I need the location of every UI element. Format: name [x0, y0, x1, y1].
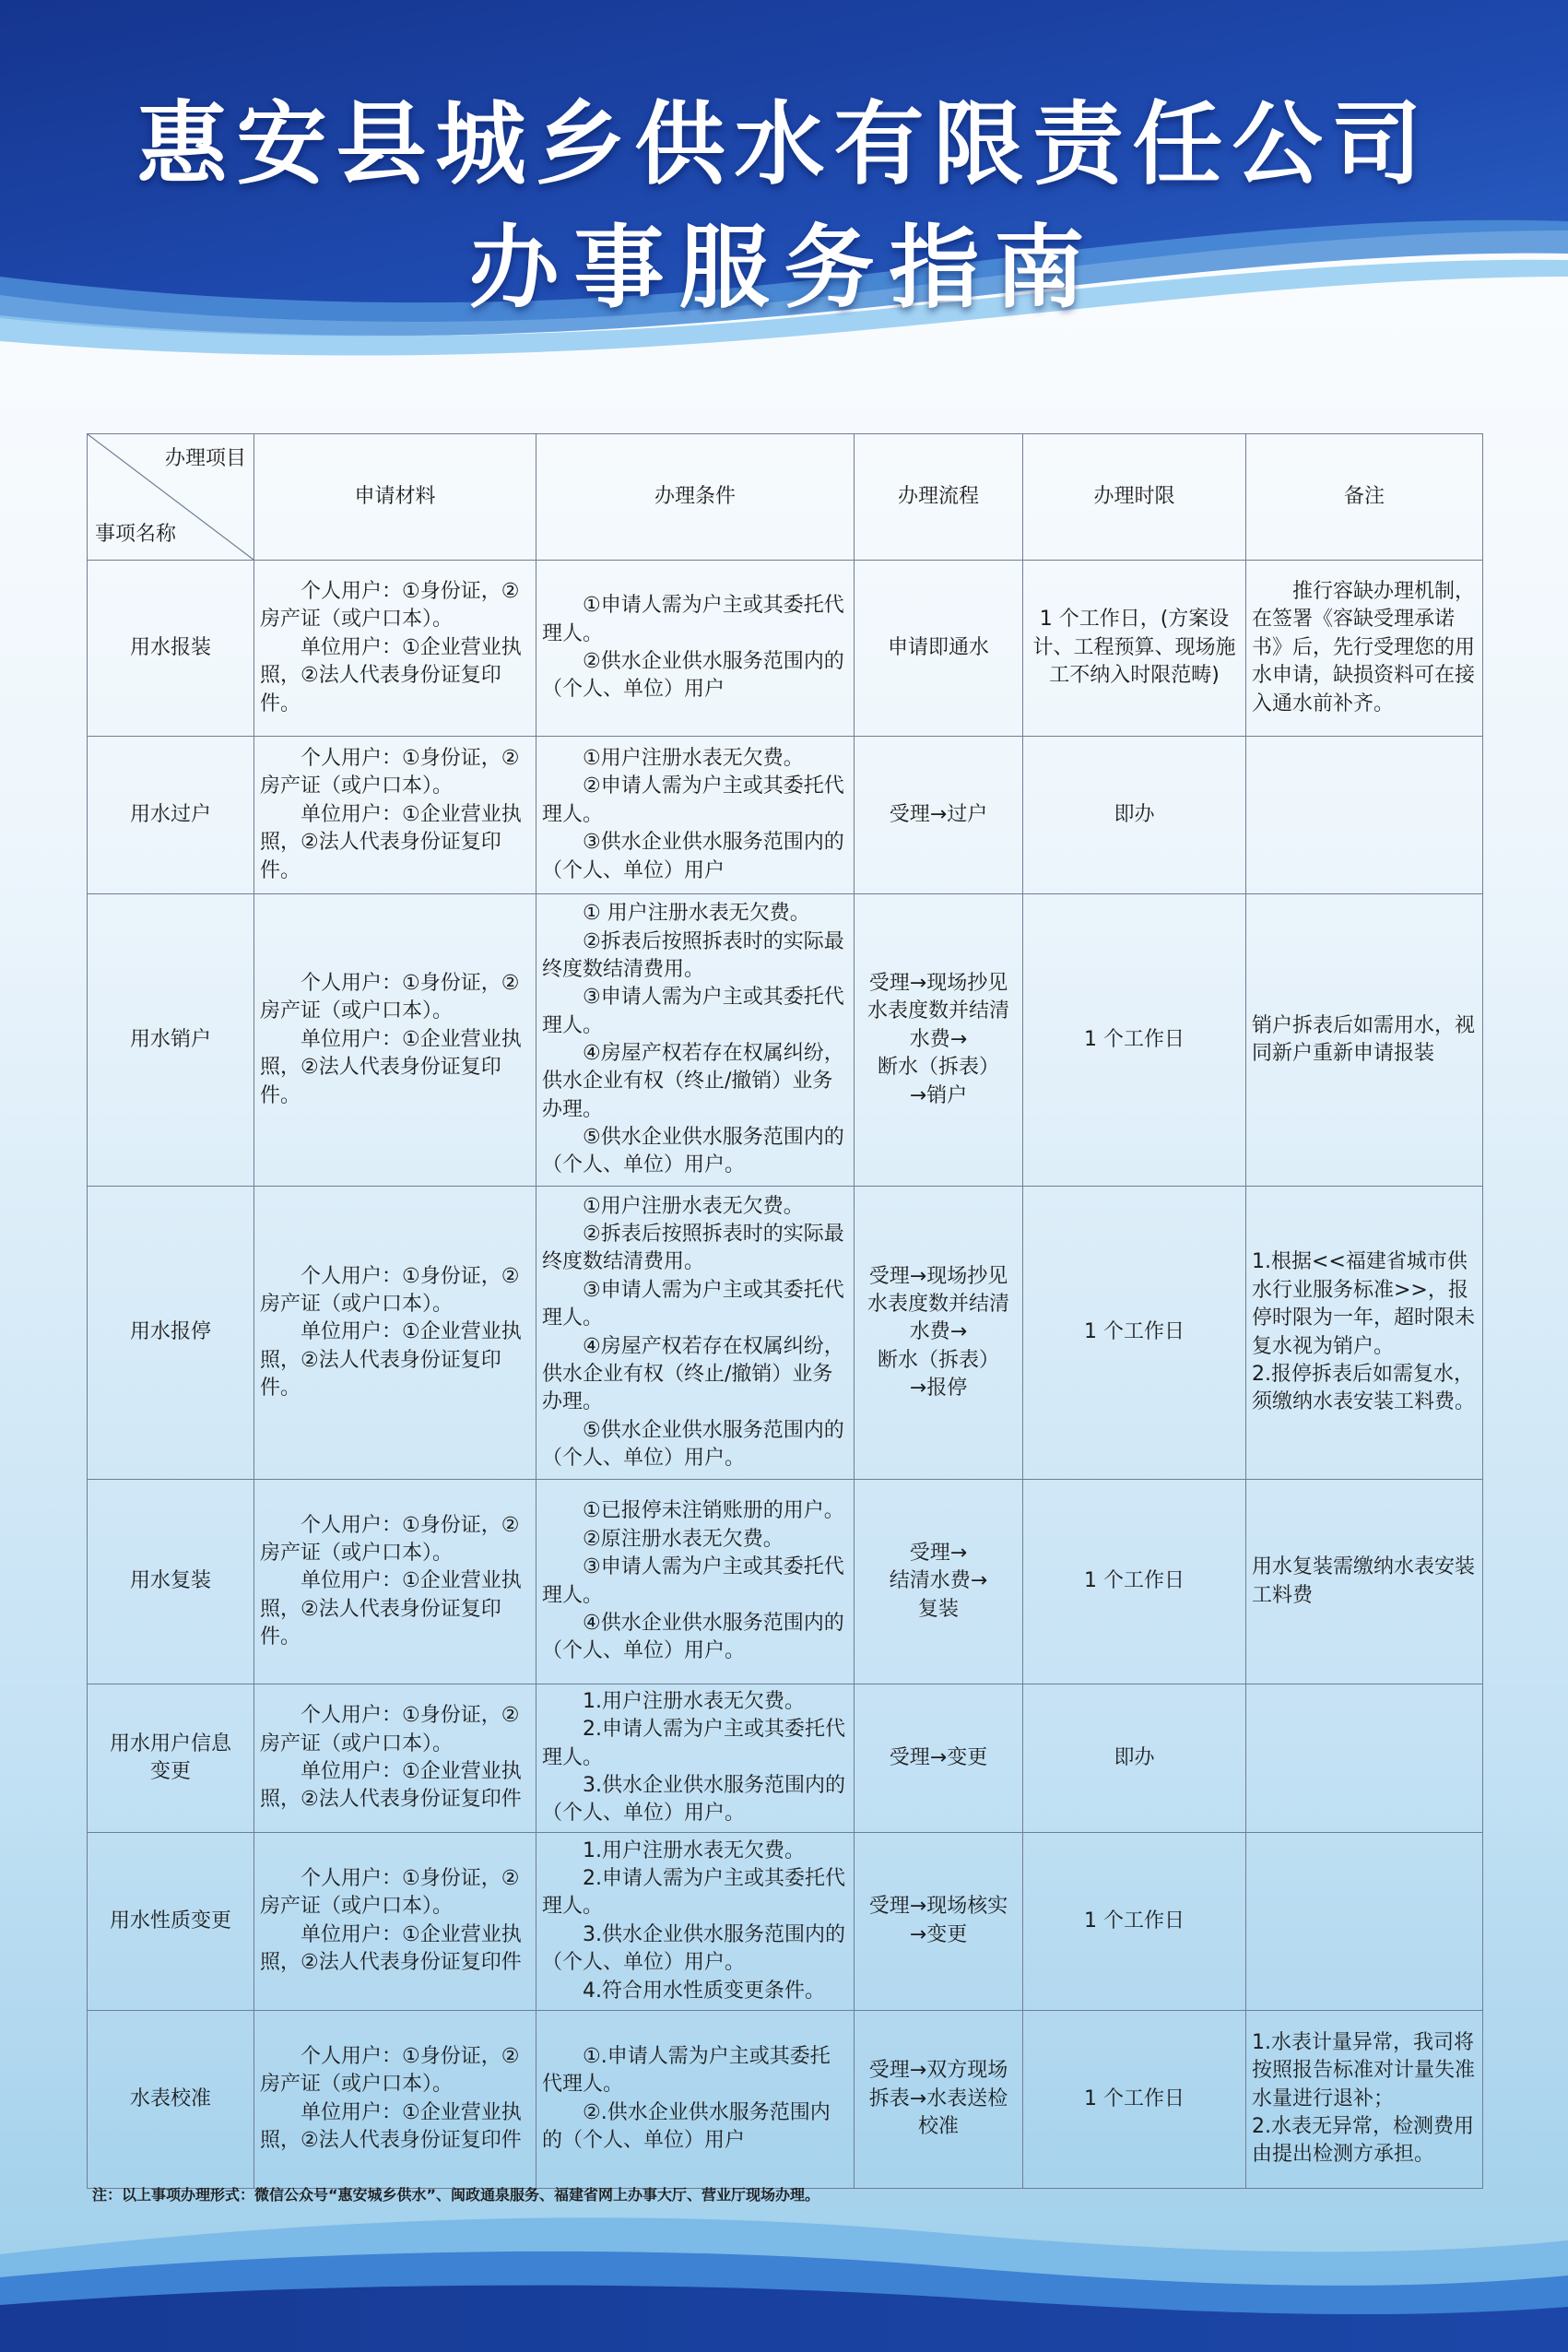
conditions-cell — [536, 561, 855, 737]
item-name-line: 用水用户信息 — [109, 1731, 231, 1755]
service-guide-table — [87, 433, 1483, 2189]
process-line: 受理→现场抄见水表度数并结清水费→ — [867, 1264, 1009, 1344]
item-name-line: 用水过户 — [129, 802, 211, 826]
time-limit-cell — [1023, 737, 1246, 894]
process-line: →销户 — [909, 1083, 968, 1107]
process-cell — [855, 561, 1023, 737]
conditions-line: ①.申请人需为户主或其委托代理人。 — [542, 2045, 831, 2097]
table-row — [88, 1832, 1483, 2010]
item-name-cell — [88, 1832, 254, 2010]
corner-top-label: 办理项目 — [164, 447, 246, 470]
conditions-line: ①申请人需为户主或其委托代理人。 — [542, 594, 844, 645]
time-limit-cell — [1023, 2010, 1246, 2188]
materials-line: 个人用户：①身份证，②房产证（或户口本）。 — [260, 1513, 520, 1565]
conditions-line: ①用户注册水表无欠费。 — [583, 747, 804, 771]
conditions-line: ①已报停未注销账册的用户。 — [583, 1499, 844, 1523]
item-name-cell — [88, 1684, 254, 1833]
conditions-line: ④房屋产权若存在权属纠纷，供水企业有权（终止/撤销）业务办理。 — [542, 1042, 844, 1121]
materials-line: 单位用户：①企业营业执照，②法人代表身份证复印件 — [260, 1759, 522, 1812]
time-limit-cell — [1023, 1832, 1246, 2010]
process-line: →报停 — [909, 1377, 968, 1401]
process-line: 断水（拆表） — [877, 1056, 999, 1080]
header-process: 办理流程 — [855, 434, 1023, 561]
item-name-line: 用水性质变更 — [109, 1909, 231, 1932]
conditions-line: 1.用户注册水表无欠费。 — [583, 1838, 805, 1862]
note-line: 1.水表计量异常，我司将按照报告标准对计量失准水量进行退补； — [1252, 2030, 1476, 2110]
materials-line: 单位用户：①企业营业执照，②法人代表身份证复印件。 — [260, 802, 522, 882]
materials-line: 个人用户：①身份证，②房产证（或户口本）。 — [260, 1264, 520, 1316]
note-line: 推行容缺办理机制，在签署《容缺受理承诺书》后，先行受理您的用水申请，缺损资料可在接入通水前补齐。 — [1252, 580, 1476, 715]
item-name-cell — [88, 2010, 254, 2188]
materials-cell — [254, 1187, 536, 1480]
note-cell — [1246, 1480, 1483, 1684]
item-name-line: 用水报装 — [129, 635, 211, 659]
process-line: →变更 — [909, 1922, 968, 1946]
note-cell — [1246, 1832, 1483, 2010]
process-line: 受理→现场抄见水表度数并结清水费→ — [867, 972, 1009, 1051]
note-line: 2.水表无异常，检测费用由提出检测方承担。 — [1252, 2114, 1474, 2167]
conditions-cell — [536, 894, 855, 1187]
conditions-line: 2.申请人需为户主或其委托代理人。 — [542, 1867, 845, 1919]
process-cell — [855, 2010, 1023, 2188]
time-limit-cell — [1023, 561, 1246, 737]
conditions-cell — [536, 1480, 855, 1684]
time-limit-line: 1 个工作日 — [1084, 1027, 1185, 1051]
materials-cell — [254, 2010, 536, 2188]
table-row — [88, 2010, 1483, 2188]
header-note: 备注 — [1246, 434, 1483, 561]
materials-line: 个人用户：①身份证，②房产证（或户口本）。 — [260, 1867, 520, 1919]
process-line: 复装 — [917, 1597, 959, 1621]
header-materials: 申请材料 — [254, 434, 536, 561]
item-name-line: 变更 — [149, 1759, 191, 1783]
materials-line: 个人用户：①身份证，②房产证（或户口本）。 — [260, 580, 520, 632]
conditions-line: ②拆表后按照拆表时的实际最终度数结清费用。 — [542, 929, 844, 981]
table-row — [88, 1480, 1483, 1684]
note-cell — [1246, 894, 1483, 1187]
note-cell — [1246, 737, 1483, 894]
table-row — [88, 1684, 1483, 1833]
process-cell — [855, 1832, 1023, 2010]
item-name-cell — [88, 737, 254, 894]
conditions-line: ③申请人需为户主或其委托代理人。 — [542, 986, 844, 1037]
conditions-line: ④房屋产权若存在权属纠纷，供水企业有权（终止/撤销）业务办理。 — [542, 1334, 844, 1414]
conditions-line: 3.供水企业供水服务范围内的（个人、单位）用户。 — [542, 1922, 845, 1975]
time-limit-line: 1 个工作日，(方案设计、工程预算、现场施工不纳入时限范畴) — [1032, 608, 1236, 688]
process-cell — [855, 894, 1023, 1187]
note-line: 1.根据<<福建省城市供水行业服务标准>>，报停时限为一年，超时限未复水视为销户。 — [1252, 1250, 1476, 1358]
time-limit-cell — [1023, 1684, 1246, 1833]
table-row — [88, 1187, 1483, 1480]
note-line: 2.报停拆表后如需复水，须缴纳水表安装工料费。 — [1252, 1362, 1476, 1414]
process-line: 受理→过户 — [889, 802, 988, 826]
corner-header — [88, 434, 254, 561]
conditions-cell — [536, 737, 855, 894]
item-name-cell — [88, 1480, 254, 1684]
time-limit-cell — [1023, 894, 1246, 1187]
process-line: 结清水费→ — [889, 1569, 988, 1593]
conditions-cell — [536, 2010, 855, 2188]
materials-line: 单位用户：①企业营业执照，②法人代表身份证复印件。 — [260, 635, 522, 715]
materials-line: 个人用户：①身份证，②房产证（或户口本）。 — [260, 747, 520, 798]
conditions-line: ②.供水企业供水服务范围内的（个人、单位）用户 — [542, 2100, 831, 2153]
conditions-line: ④供水企业供水服务范围内的（个人、单位）用户。 — [542, 1611, 844, 1663]
process-line: 断水（拆表） — [877, 1348, 999, 1372]
conditions-line: ③供水企业供水服务范围内的（个人、单位）用户 — [542, 831, 844, 882]
table-row — [88, 894, 1483, 1187]
materials-line: 个人用户：①身份证，②房产证（或户口本）。 — [260, 2045, 520, 2097]
materials-line: 个人用户：①身份证，②房产证（或户口本）。 — [260, 1704, 520, 1755]
note-line: 销户拆表后如需用水，视同新户重新申请报装 — [1252, 1013, 1476, 1065]
footnote: 注：以上事项办理形式：微信公众号“惠安城乡供水”、闽政通泉服务、福建省网上办事大厅、营业厅现场办理。 — [92, 2186, 820, 2204]
table-row — [88, 561, 1483, 737]
time-limit-cell — [1023, 1187, 1246, 1480]
conditions-line: ③申请人需为户主或其委托代理人。 — [542, 1278, 844, 1330]
materials-line: 个人用户：①身份证，②房产证（或户口本）。 — [260, 972, 520, 1023]
header-time: 办理时限 — [1023, 434, 1246, 561]
note-cell — [1246, 561, 1483, 737]
materials-line: 单位用户：①企业营业执照，②法人代表身份证复印件。 — [260, 1320, 522, 1401]
process-line: 受理→双方现场拆表→水表送检校准 — [868, 2059, 1008, 2138]
process-line: 受理→现场核实 — [868, 1895, 1008, 1919]
materials-cell — [254, 1684, 536, 1833]
materials-cell — [254, 1480, 536, 1684]
header-conditions: 办理条件 — [536, 434, 855, 561]
title-line-1: 惠安县城乡供水有限责任公司 — [136, 92, 1432, 197]
process-cell — [855, 1480, 1023, 1684]
process-line: 申请即通水 — [887, 635, 989, 659]
note-line: 用水复装需缴纳水表安装工料费 — [1252, 1555, 1476, 1607]
conditions-line: 3.供水企业供水服务范围内的（个人、单位）用户。 — [542, 1774, 845, 1826]
conditions-cell — [536, 1684, 855, 1833]
time-limit-cell — [1023, 1480, 1246, 1684]
conditions-cell — [536, 1187, 855, 1480]
item-name-cell — [88, 894, 254, 1187]
time-limit-line: 1 个工作日 — [1084, 2086, 1185, 2110]
title-line-2: 办事服务指南 — [468, 216, 1100, 321]
item-name-line: 用水销户 — [129, 1027, 211, 1051]
materials-line: 单位用户：①企业营业执照，②法人代表身份证复印件。 — [260, 1569, 522, 1649]
time-limit-line: 1 个工作日 — [1084, 1320, 1185, 1344]
materials-cell — [254, 561, 536, 737]
note-cell — [1246, 2010, 1483, 2188]
time-limit-line: 即办 — [1114, 1745, 1155, 1769]
item-name-cell — [88, 561, 254, 737]
materials-line: 单位用户：①企业营业执照，②法人代表身份证复印件 — [260, 1922, 522, 1975]
item-name-line: 用水报停 — [129, 1320, 211, 1344]
materials-cell — [254, 737, 536, 894]
corner-bottom-label: 事项名称 — [95, 522, 177, 546]
conditions-cell — [536, 1832, 855, 2010]
item-name-line: 用水复装 — [129, 1569, 211, 1593]
conditions-line: ⑤供水企业供水服务范围内的（个人、单位）用户。 — [542, 1418, 844, 1470]
process-line: 受理→变更 — [889, 1745, 988, 1769]
table-row — [88, 737, 1483, 894]
time-limit-line: 1 个工作日 — [1084, 1569, 1185, 1593]
conditions-line: ②供水企业供水服务范围内的（个人、单位）用户 — [542, 650, 844, 702]
item-name-cell — [88, 1187, 254, 1480]
process-cell — [855, 737, 1023, 894]
conditions-line: ②原注册水表无欠费。 — [583, 1527, 784, 1551]
conditions-line: ⑤供水企业供水服务范围内的（个人、单位）用户。 — [542, 1126, 844, 1177]
conditions-line: 1.用户注册水表无欠费。 — [583, 1690, 805, 1713]
materials-cell — [254, 894, 536, 1187]
materials-line: 单位用户：①企业营业执照，②法人代表身份证复印件 — [260, 2100, 522, 2153]
note-cell — [1246, 1187, 1483, 1480]
conditions-line: ②申请人需为户主或其委托代理人。 — [542, 774, 844, 826]
conditions-line: 2.申请人需为户主或其委托代理人。 — [542, 1718, 845, 1769]
process-cell — [855, 1187, 1023, 1480]
materials-line: 单位用户：①企业营业执照，②法人代表身份证复印件。 — [260, 1027, 522, 1107]
conditions-line: ③申请人需为户主或其委托代理人。 — [542, 1555, 844, 1607]
conditions-line: ① 用户注册水表无欠费。 — [583, 902, 810, 926]
note-cell — [1246, 1684, 1483, 1833]
table-header-row — [88, 434, 1483, 561]
item-name-line: 水表校准 — [129, 2086, 211, 2110]
process-line: 受理→ — [909, 1541, 968, 1565]
time-limit-line: 1 个工作日 — [1084, 1909, 1185, 1932]
conditions-line: ②拆表后按照拆表时的实际最终度数结清费用。 — [542, 1223, 844, 1274]
conditions-line: 4.符合用水性质变更条件。 — [583, 1979, 825, 2003]
process-cell — [855, 1684, 1023, 1833]
time-limit-line: 即办 — [1114, 802, 1155, 826]
materials-cell — [254, 1832, 536, 2010]
conditions-line: ①用户注册水表无欠费。 — [583, 1194, 804, 1218]
